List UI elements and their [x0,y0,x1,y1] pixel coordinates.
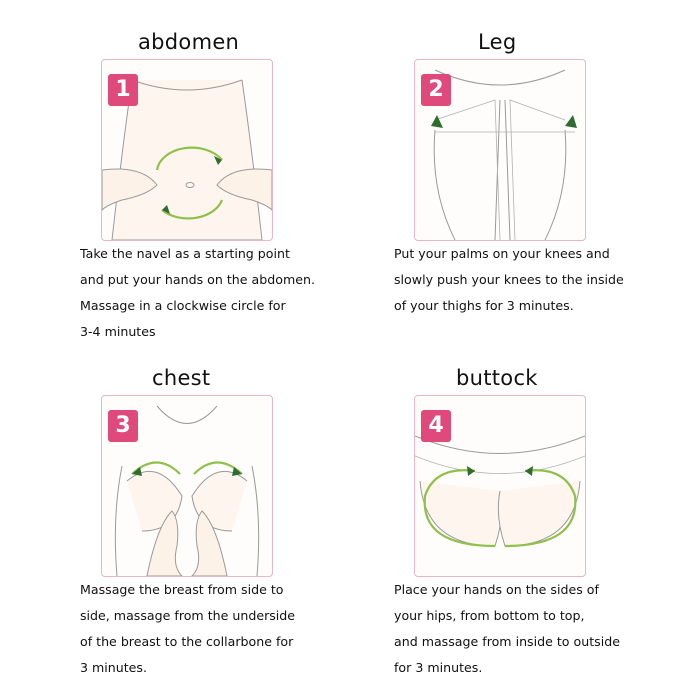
description-line: slowly push your knees to the inside [394,272,624,287]
description-line: of the breast to the collarbone for [80,634,294,649]
description-line: Massage in a clockwise circle for [80,298,286,313]
description-line: Place your hands on the sides of [394,582,599,597]
description-line: your hips, from bottom to top, [394,608,585,623]
illustration-abdomen [101,59,273,241]
panel-title-buttock: buttock [456,366,538,390]
panel-title-abdomen: abdomen [138,30,240,54]
panel-abdomen [0,0,340,340]
description-line: and massage from inside to outside [394,634,620,649]
description-line: Put your palms on your knees and [394,246,610,261]
description-abdomen [80,241,315,345]
description-line: of your thighs for 3 minutes. [394,298,574,313]
description-line: 3-4 minutes [80,324,156,339]
panel-title-leg: Leg [478,30,517,54]
step-3-badge: 3 [108,410,138,442]
description-line: Take the navel as a starting point [80,246,290,261]
illustration-leg [414,59,586,241]
description-line: Massage the breast from side to [80,582,284,597]
step-2-badge: 2 [421,74,451,106]
description-line: and put your hands on the abdomen. [80,272,315,287]
description-line: for 3 minutes. [394,660,483,675]
illustration-chest [101,395,273,577]
panel-leg [350,0,690,340]
step-1-badge: 1 [108,74,138,106]
description-leg [394,241,624,319]
panel-title-chest: chest [152,366,211,390]
description-line: side, massage from the underside [80,608,296,623]
illustration-buttock [414,395,586,577]
panel-buttock [350,350,690,690]
panel-chest [0,350,340,690]
step-4-badge: 4 [421,410,451,442]
description-chest [80,577,295,681]
description-buttock [394,577,620,681]
description-line: 3 minutes. [80,660,147,675]
